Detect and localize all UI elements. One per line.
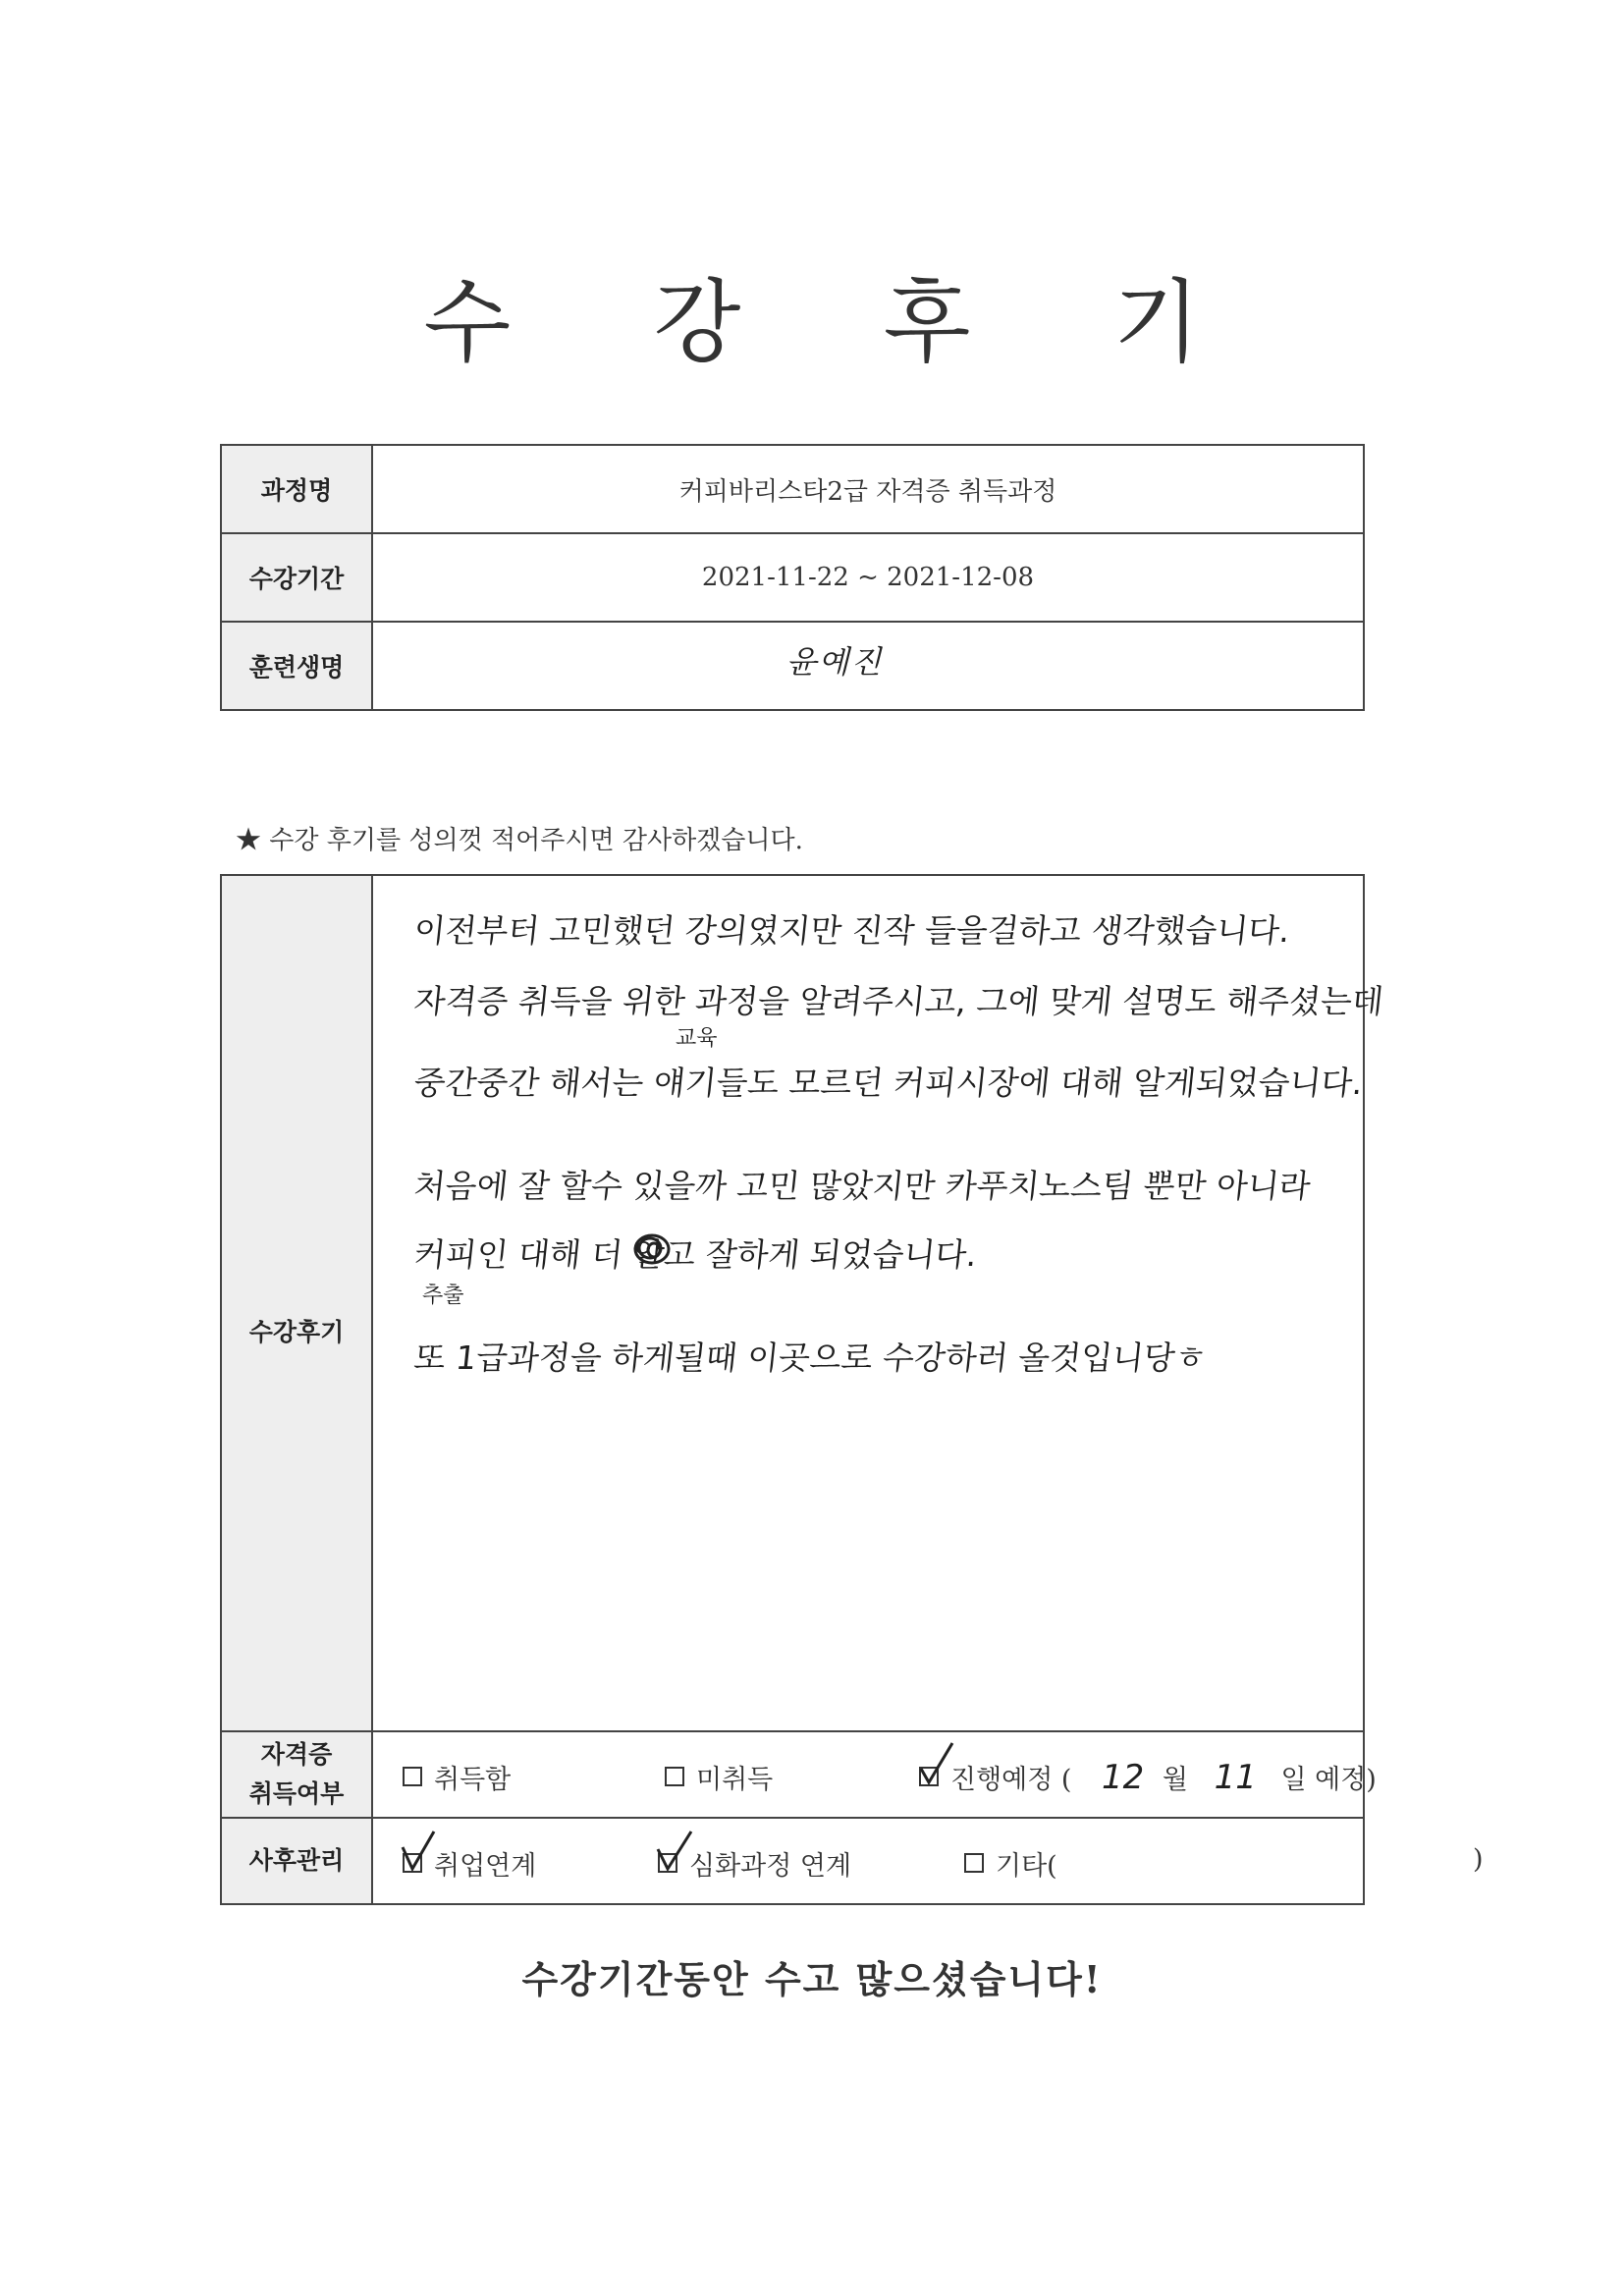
option-not-acquired[interactable]: [665, 1758, 773, 1796]
course-label: 과정명: [221, 445, 372, 533]
review-line-6: 또 1급과정을 하게될때 이곳으로 수강하러 올것입니당ㅎ: [411, 1339, 1209, 1377]
checkbox-acquired[interactable]: [403, 1767, 422, 1786]
checkbox-in-progress[interactable]: [919, 1767, 939, 1786]
checkbox-employment[interactable]: [403, 1853, 422, 1873]
day-value: 11: [1214, 1758, 1257, 1797]
certificate-label: [221, 1731, 372, 1818]
option-acquired[interactable]: [403, 1758, 511, 1796]
certificate-label-line1: 자격증: [260, 1740, 333, 1769]
option-employment[interactable]: [403, 1844, 536, 1883]
trainee-value-cell: [372, 622, 1364, 710]
option-in-progress-label: 진행예정 (: [950, 1765, 1072, 1795]
option-not-acquired-label: 미취득: [696, 1765, 774, 1795]
course-row: [221, 445, 1364, 533]
page-title: 수 강 후 기: [423, 270, 1258, 375]
check-mark-icon: [654, 1826, 697, 1875]
notice-text: ★ 수강 후기를 성의껏 적어주시면 감사하겠습니다.: [236, 826, 803, 855]
checkbox-other[interactable]: [964, 1853, 984, 1873]
check-mark-icon: [915, 1739, 958, 1788]
scribble-mark: [630, 1230, 674, 1269]
review-table: [220, 874, 1484, 1905]
period-value: 2021-11-22 ~ 2021-12-08: [372, 533, 1364, 622]
review-line-3: 중간중간 해서는 얘기들도 모르던 커피시장에 대해 알게되었습니다.: [411, 1064, 1365, 1102]
review-label: 수강후기: [221, 875, 372, 1731]
aftercare-row: [221, 1818, 1364, 1904]
review-insert-extraction: 추출: [422, 1284, 464, 1308]
review-row: [221, 875, 1364, 1731]
review-line-1: 이전부터 고민했던 강의였지만 진작 들을걸하고 생각했습니다.: [411, 911, 1292, 950]
option-advanced-label: 심화과정 연계: [689, 1851, 852, 1882]
option-other-label: 기타(: [996, 1851, 1057, 1882]
course-value: 커피바리스타2급 자격증 취득과정: [372, 445, 1364, 533]
aftercare-options: [372, 1818, 1484, 1904]
day-unit: 일 예정): [1280, 1765, 1377, 1795]
period-row: [221, 533, 1364, 622]
option-advanced[interactable]: [658, 1844, 851, 1883]
closing-message: 수강기간동안 수고 많으셨습니다!: [521, 1957, 1103, 2001]
certificate-label-line2: 취득여부: [248, 1779, 345, 1808]
certificate-options: [372, 1731, 1377, 1818]
review-body: [372, 875, 1385, 1731]
check-mark-icon: [399, 1826, 442, 1875]
trainee-name-handwritten: 윤예진: [785, 643, 884, 681]
option-employment-label: 취업연계: [434, 1851, 537, 1882]
review-insert-education: 교육: [676, 1026, 718, 1051]
trainee-label: 훈련생명: [221, 622, 372, 710]
aftercare-label: 사후관리: [221, 1818, 372, 1904]
checkbox-not-acquired[interactable]: [665, 1767, 684, 1786]
certificate-row: [221, 1731, 1364, 1818]
review-line-4: 처음에 잘 할수 있을까 고민 많았지만 카푸치노스팀 뿐만 아니라: [411, 1167, 1313, 1205]
option-other-close: ): [1473, 1844, 1484, 1875]
option-acquired-label: 취득함: [434, 1765, 512, 1795]
option-other[interactable]: [964, 1844, 1057, 1883]
review-line-5: 커피인 대해 더 알고 잘하게 되었습니다.: [411, 1235, 979, 1274]
option-in-progress[interactable]: [919, 1758, 1377, 1797]
month-value: 12: [1102, 1758, 1145, 1797]
period-label: 수강기간: [221, 533, 372, 622]
trainee-row: [221, 622, 1364, 710]
review-line-2: 자격증 취득을 위한 과정을 알려주시고, 그에 맞게 설명도 해주셨는데: [411, 982, 1385, 1020]
checkbox-advanced[interactable]: [658, 1853, 677, 1873]
month-unit: 월: [1162, 1765, 1188, 1795]
course-info-table: [220, 444, 1365, 711]
